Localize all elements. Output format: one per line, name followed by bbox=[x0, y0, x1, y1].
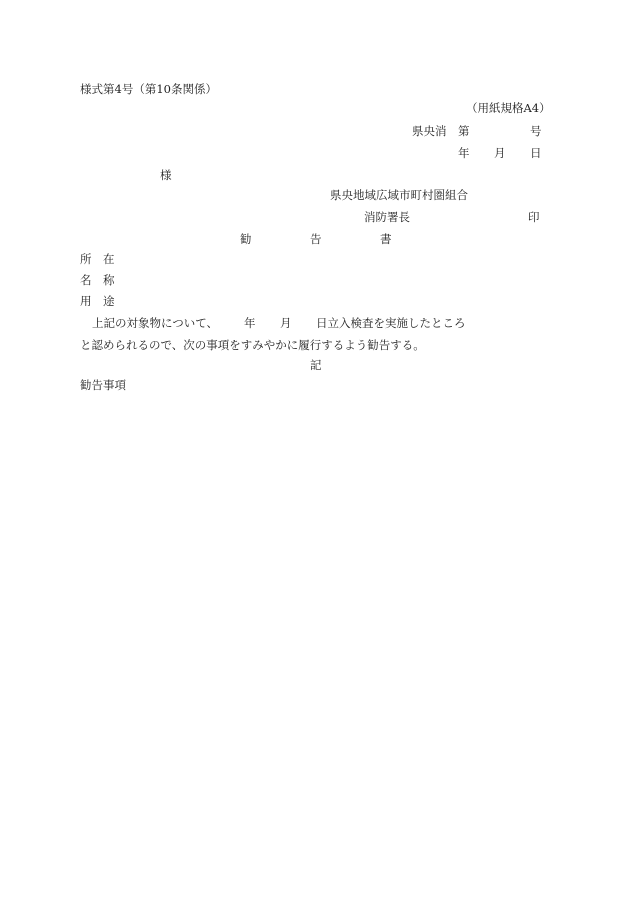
title-char-1: 勧 bbox=[240, 232, 252, 246]
field-use-char-1: 用 bbox=[80, 294, 92, 308]
reference-prefix: 県央消 bbox=[412, 124, 447, 138]
title-char-2: 告 bbox=[310, 232, 322, 246]
paper-size-note: （用紙規格A4） bbox=[466, 101, 551, 115]
ki-mark: 記 bbox=[310, 358, 322, 372]
field-use-char-2: 途 bbox=[103, 294, 115, 308]
field-location-char-1: 所 bbox=[80, 252, 92, 266]
reference-dai: 第 bbox=[458, 124, 470, 138]
recommendation-heading: 勧告事項 bbox=[80, 378, 126, 392]
reference-go: 号 bbox=[530, 124, 542, 138]
body-line-1-end: 日立入検査を実施したところ bbox=[316, 316, 466, 330]
body-line-1-start: 上記の対象物について、 bbox=[92, 316, 219, 330]
date-month: 月 bbox=[494, 146, 506, 160]
field-name-char-2: 称 bbox=[103, 273, 115, 287]
seal-mark: 印 bbox=[528, 210, 540, 224]
sender-organization: 県央地域広域市町村圏組合 bbox=[330, 188, 468, 202]
body-line-1-month: 月 bbox=[280, 316, 292, 330]
form-number: 様式第4号（第10条関係） bbox=[80, 82, 217, 96]
sender-position: 消防署長 bbox=[364, 210, 410, 224]
addressee-honorific: 様 bbox=[160, 168, 172, 182]
date-day: 日 bbox=[530, 146, 542, 160]
field-location-char-2: 在 bbox=[103, 252, 115, 266]
body-line-1-year: 年 bbox=[244, 316, 256, 330]
title-char-3: 書 bbox=[380, 232, 392, 246]
field-name-char-1: 名 bbox=[80, 273, 92, 287]
body-line-2: と認められるので、次の事項をすみやかに履行するよう勧告する。 bbox=[80, 338, 425, 352]
date-year: 年 bbox=[458, 146, 470, 160]
